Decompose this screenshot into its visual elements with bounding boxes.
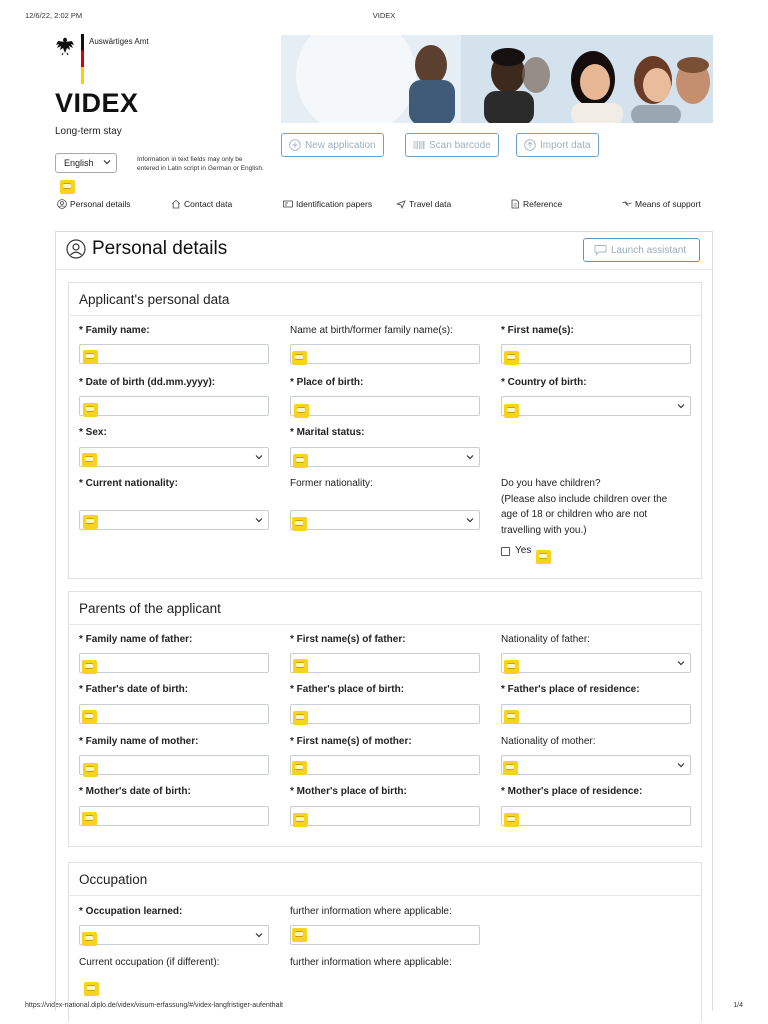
step-label: Contact data: [184, 199, 233, 209]
father-first-name-field[interactable]: [290, 653, 480, 673]
step-travel-data[interactable]: [396, 199, 451, 209]
mother-residence-label: * Mother's place of residence:: [501, 786, 643, 797]
handshake-icon: [622, 199, 632, 209]
dob-label: * Date of birth (dd.mm.yyyy):: [79, 377, 216, 388]
note-icon[interactable]: [293, 659, 308, 673]
note-icon[interactable]: [292, 761, 307, 775]
note-icon[interactable]: [293, 454, 308, 468]
father-first-name-label: * First name(s) of father:: [290, 634, 406, 645]
occupation-section: [68, 862, 702, 1022]
place-of-birth-label: * Place of birth:: [290, 377, 364, 388]
chevron-down-icon: [103, 158, 111, 166]
marital-status-select[interactable]: [290, 447, 480, 467]
father-family-name-label: * Family name of father:: [79, 634, 193, 645]
import-data-label: Import data: [540, 139, 591, 151]
note-icon[interactable]: [293, 813, 308, 827]
note-icon[interactable]: [60, 180, 75, 194]
app-title: VIDEX: [55, 88, 139, 118]
sex-label: * Sex:: [79, 427, 107, 438]
children-question: [501, 476, 701, 538]
mother-family-name-label: * Family name of mother:: [79, 736, 199, 747]
note-icon[interactable]: [82, 710, 97, 724]
new-application-button[interactable]: [281, 133, 384, 157]
step-label: Reference: [523, 199, 563, 209]
first-names-label: * First name(s):: [501, 325, 574, 336]
scan-barcode-button[interactable]: [405, 133, 499, 157]
ministry-name: Auswärtiges Amt: [89, 37, 149, 46]
page-title: Personal details: [92, 238, 228, 259]
children-yes-checkbox[interactable]: [501, 547, 510, 556]
import-data-button[interactable]: [516, 133, 599, 157]
chevron-down-icon: [255, 931, 263, 939]
german-flag-bar: [81, 34, 84, 84]
note-icon[interactable]: [292, 928, 307, 942]
chevron-down-icon: [255, 516, 263, 524]
note-icon[interactable]: [83, 515, 98, 529]
print-header: [0, 11, 768, 23]
note-icon[interactable]: [504, 710, 519, 724]
mother-first-name-field[interactable]: [290, 755, 480, 775]
dob-field[interactable]: [79, 396, 269, 416]
chevron-down-icon: [677, 761, 685, 769]
step-navigation: [0, 199, 768, 213]
note-icon[interactable]: [503, 761, 518, 775]
document-icon: [510, 199, 520, 209]
applicant-section: [68, 282, 702, 579]
print-title: VIDEX: [372, 11, 396, 20]
note-icon[interactable]: [84, 982, 99, 996]
language-selected-value: English: [64, 158, 94, 168]
occupation-learned-label: * Occupation learned:: [79, 906, 183, 917]
mother-pob-field[interactable]: [290, 806, 480, 826]
further-info-field[interactable]: [290, 925, 480, 945]
current-nationality-label: * Current nationality:: [79, 478, 178, 489]
children-question-line: age of 18 or children who are not: [501, 509, 648, 520]
father-dob-label: * Father's date of birth:: [79, 684, 189, 695]
new-application-label: New application: [305, 139, 376, 151]
section-title: Parents of the applicant: [79, 601, 221, 616]
step-label: Travel data: [409, 199, 452, 209]
launch-assistant-button[interactable]: [583, 238, 700, 262]
former-nationality-label: Former nationality:: [290, 478, 373, 489]
upload-circle-icon: [524, 139, 536, 151]
chevron-down-icon: [255, 453, 263, 461]
step-label: Means of support: [635, 199, 701, 209]
family-name-label: * Family name:: [79, 325, 150, 336]
mother-family-name-field[interactable]: [79, 755, 269, 775]
note-icon[interactable]: [83, 350, 98, 364]
further-info-label: further information where applicable:: [290, 906, 452, 917]
marital-status-label: * Marital status:: [290, 427, 365, 438]
step-label: Identification papers: [296, 199, 373, 209]
chevron-down-icon: [677, 402, 685, 410]
step-label: Personal details: [70, 199, 131, 209]
step-means-of-support[interactable]: [622, 199, 701, 209]
note-icon[interactable]: [292, 517, 307, 531]
country-of-birth-select[interactable]: [501, 396, 691, 416]
father-pob-field[interactable]: [290, 704, 480, 724]
card-header: [56, 232, 712, 270]
print-page-number: 1/4: [733, 1002, 743, 1009]
mother-dob-field[interactable]: [79, 806, 269, 826]
chevron-down-icon: [466, 453, 474, 461]
country-of-birth-label: * Country of birth:: [501, 377, 587, 388]
note-icon[interactable]: [294, 404, 309, 418]
chat-bubble-icon: [594, 244, 607, 256]
birth-name-label: Name at birth/former family name(s):: [290, 325, 453, 336]
step-contact-data[interactable]: [171, 199, 232, 209]
occupation-learned-select[interactable]: [79, 925, 269, 945]
language-info-text: Information in text fields may only be entered in Latin script in German or English.: [137, 156, 264, 173]
father-nationality-label: Nationality of father:: [501, 634, 590, 645]
further-info-2-label: further information where applicable:: [290, 957, 452, 968]
chevron-down-icon: [466, 516, 474, 524]
note-icon[interactable]: [82, 453, 97, 467]
federal-eagle-icon: [55, 36, 75, 56]
id-card-icon: [283, 199, 293, 209]
user-circle-icon: [57, 199, 67, 209]
note-icon[interactable]: [82, 812, 97, 826]
plane-icon: [396, 199, 406, 209]
father-dob-field[interactable]: [79, 704, 269, 724]
note-icon[interactable]: [82, 660, 97, 674]
first-names-field[interactable]: [501, 344, 691, 364]
sex-select[interactable]: [79, 447, 269, 467]
note-icon[interactable]: [536, 550, 551, 564]
user-circle-icon: [66, 239, 86, 259]
note-icon[interactable]: [82, 932, 97, 946]
father-pob-label: * Father's place of birth:: [290, 684, 405, 695]
note-icon[interactable]: [504, 660, 519, 674]
plus-circle-icon: [289, 139, 301, 151]
step-identification-papers[interactable]: [283, 199, 372, 209]
section-title: Applicant's personal data: [79, 292, 230, 307]
home-icon: [171, 199, 181, 209]
parents-section: [68, 591, 702, 847]
mother-nationality-label: Nationality of mother:: [501, 736, 596, 747]
father-family-name-field[interactable]: [79, 653, 269, 673]
step-reference[interactable]: [510, 199, 562, 209]
step-personal-details[interactable]: [57, 199, 130, 209]
mother-pob-label: * Mother's place of birth:: [290, 786, 407, 797]
children-question-line: (Please also include children over the: [501, 493, 668, 505]
note-icon[interactable]: [293, 711, 308, 725]
barcode-icon: [413, 139, 425, 151]
mother-dob-label: * Mother's date of birth:: [79, 786, 191, 797]
mother-residence-field[interactable]: [501, 806, 691, 826]
current-occupation-label: Current occupation (if different):: [79, 957, 220, 968]
children-question-line: travelling with you.): [501, 524, 587, 536]
note-icon[interactable]: [504, 404, 519, 418]
father-residence-field[interactable]: [501, 704, 691, 724]
note-icon[interactable]: [504, 351, 519, 365]
family-name-field[interactable]: [79, 344, 269, 364]
place-of-birth-field[interactable]: [290, 396, 480, 416]
print-url: https://videx-national.diplo.de/videx/visum-erfassung/#/videx-langfristiger-aufenthalt: [25, 1002, 283, 1009]
students-photo: [281, 35, 713, 123]
children-yes-label: Yes: [515, 545, 532, 556]
note-icon[interactable]: [83, 763, 98, 777]
mother-first-name-label: * First name(s) of mother:: [290, 736, 412, 747]
note-icon[interactable]: [83, 403, 98, 417]
section-title: Occupation: [79, 872, 148, 887]
note-icon[interactable]: [292, 351, 307, 365]
hero-image: [281, 35, 713, 123]
father-nationality-select[interactable]: [501, 653, 691, 673]
chevron-down-icon: [677, 659, 685, 667]
father-residence-label: * Father's place of residence:: [501, 684, 640, 695]
mother-nationality-select[interactable]: [501, 755, 691, 775]
note-icon[interactable]: [504, 813, 519, 827]
former-nationality-select[interactable]: [290, 510, 480, 530]
current-nationality-select[interactable]: [79, 510, 269, 530]
print-timestamp: 12/6/22, 2:02 PM: [25, 11, 83, 20]
children-question-line: Do you have children?: [501, 478, 601, 489]
birth-name-field[interactable]: [290, 344, 480, 364]
launch-assistant-label: Launch assistant: [611, 244, 687, 256]
scan-barcode-label: Scan barcode: [429, 139, 491, 151]
personal-details-card: [55, 231, 713, 1011]
app-subtitle: Long-term stay: [55, 126, 122, 137]
language-select[interactable]: [55, 153, 117, 173]
